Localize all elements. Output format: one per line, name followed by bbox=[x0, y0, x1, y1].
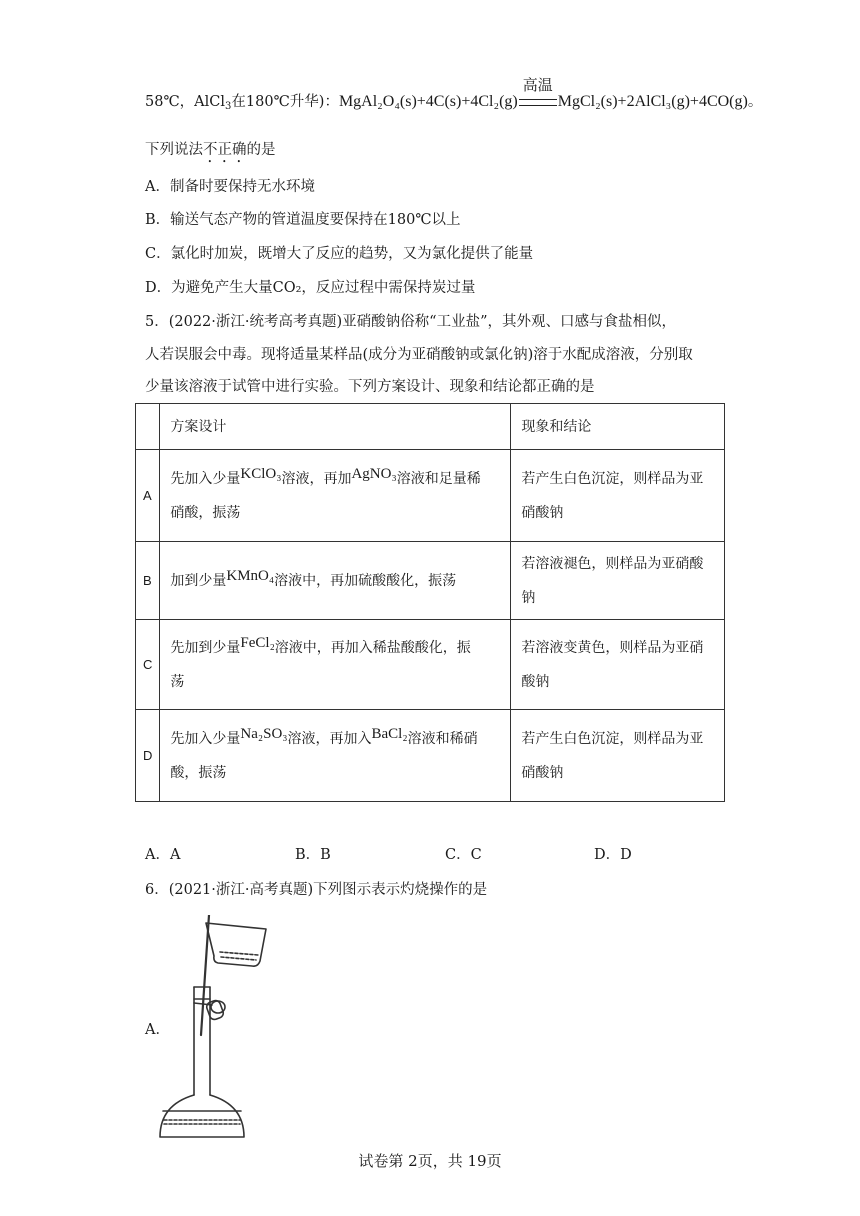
design-text: 溶液中，再加入稀盐酸酸化，振 bbox=[274, 639, 471, 656]
page-footer: 试卷第 2页，共 19页 bbox=[358, 1152, 502, 1170]
reaction-left: MgAl₂O₄(s)+4C(s)+4Cl₂(g) bbox=[338, 93, 518, 110]
reaction-arrow bbox=[518, 76, 558, 110]
design-text: 溶液和稀硝 bbox=[407, 730, 478, 747]
design-text: 先加入少量 bbox=[170, 470, 241, 487]
design-text: 荡 bbox=[170, 673, 185, 690]
reagent-1: KMnO₄ bbox=[226, 567, 275, 584]
design-text: 先加到少量 bbox=[170, 639, 241, 656]
q6-stem: 6．(2021·浙江·高考真题)下列图示表示灼烧操作的是 bbox=[145, 882, 488, 898]
table-row-a bbox=[136, 450, 725, 542]
reaction-right: MgCl₂(s)+2AlCl₃(g)+4CO(g) bbox=[557, 93, 748, 110]
equation-prefix: 58℃，AlCl bbox=[145, 94, 226, 110]
table-header-result: 现象和结论 bbox=[511, 404, 725, 450]
table-row-d bbox=[136, 710, 725, 802]
design-text: 溶液中，再加硫酸酸化，振荡 bbox=[274, 572, 457, 589]
result-text: 钠 bbox=[521, 589, 536, 606]
result-text: 若溶液褪色，则样品为亚硝酸 bbox=[521, 555, 704, 572]
q5-stem-line-3: 少量该溶液于试管中进行实验。下列方案设计、现象和结论都正确的是 bbox=[145, 379, 595, 395]
q5-table bbox=[135, 403, 725, 802]
row-design bbox=[160, 542, 511, 620]
row-result bbox=[511, 450, 725, 542]
equation-sub: 3 bbox=[225, 101, 232, 112]
q4-stem bbox=[145, 138, 276, 166]
q5-stem-line-1: 5．(2022·浙江·统考高考真题)亚硝酸钠俗称“工业盐”，其外观、口感与食盐相似， bbox=[145, 314, 676, 330]
design-text: 先加入少量 bbox=[170, 730, 241, 747]
row-design bbox=[160, 450, 511, 542]
volumetric-flask-figure bbox=[158, 915, 288, 1140]
design-text: 溶液和足量稀 bbox=[396, 470, 481, 487]
table-row-b bbox=[136, 542, 725, 620]
q4-option-c: C．氯化时加炭，既增大了反应的趋势，又为氯化提供了能量 bbox=[145, 246, 534, 262]
q6-option-a-label: A． bbox=[145, 1022, 170, 1038]
row-label: A bbox=[136, 450, 160, 542]
result-text: 若产生白色沉淀，则样品为亚 bbox=[521, 730, 704, 747]
row-label: B bbox=[136, 542, 160, 620]
q4-option-a: A．制备时要保持无水环境 bbox=[145, 179, 315, 195]
result-text: 酸钠 bbox=[521, 673, 550, 690]
q4-option-d: D．为避免产生大量CO₂，反应过程中需保持炭过量 bbox=[145, 280, 476, 296]
q4-option-b: B．输送气态产物的管道温度要保持在180℃以上 bbox=[145, 212, 461, 228]
result-text: 硝酸钠 bbox=[521, 764, 564, 781]
design-text: 酸，振荡 bbox=[170, 764, 227, 781]
q4-stem-pre: 下列说法 bbox=[145, 142, 203, 158]
q5-answer-c: C．C bbox=[445, 847, 482, 863]
row-result bbox=[511, 542, 725, 620]
result-text: 若产生白色沉淀，则样品为亚 bbox=[521, 470, 704, 487]
table-header-blank bbox=[136, 404, 160, 450]
row-label: D bbox=[136, 710, 160, 802]
q5-answer-d: D．D bbox=[594, 847, 632, 863]
q5-stem-line-2: 人若误服会中毒。现将适量某样品(成分为亚硝酸钠或氯化钠)溶于水配成溶液，分别取 bbox=[145, 347, 693, 363]
reagent-1: KClO₃ bbox=[240, 465, 282, 482]
reaction-condition: 高温 bbox=[522, 76, 553, 94]
design-text: 加到少量 bbox=[170, 572, 227, 589]
design-text: 溶液，再加入 bbox=[287, 730, 372, 747]
design-text: 溶液，再加 bbox=[281, 470, 352, 487]
reagent-1: Na₂SO₃ bbox=[240, 725, 288, 742]
result-text: 硝酸钠 bbox=[521, 504, 564, 521]
q4-stem-emphasis: 不正确 bbox=[203, 142, 247, 158]
q4-stem-post: 的是 bbox=[246, 142, 276, 158]
row-result bbox=[511, 710, 725, 802]
equation-mid: 在180℃升华)： bbox=[231, 94, 339, 110]
table-header-design: 方案设计 bbox=[160, 404, 511, 450]
equation-line bbox=[145, 76, 763, 112]
reagent-2: AgNO₃ bbox=[351, 465, 397, 482]
reagent-1: FeCl₂ bbox=[240, 634, 275, 651]
row-design bbox=[160, 710, 511, 802]
table-row-c bbox=[136, 620, 725, 710]
result-text: 若溶液变黄色，则样品为亚硝 bbox=[521, 639, 704, 656]
row-result bbox=[511, 620, 725, 710]
row-label: C bbox=[136, 620, 160, 710]
table-header-row bbox=[136, 404, 725, 450]
q5-answer-a: A．A bbox=[145, 847, 181, 863]
equation-end: 。 bbox=[747, 94, 763, 110]
reagent-2: BaCl₂ bbox=[371, 725, 408, 742]
design-text: 硝酸，振荡 bbox=[170, 504, 241, 521]
q5-answer-b: B．B bbox=[295, 847, 331, 863]
row-design bbox=[160, 620, 511, 710]
